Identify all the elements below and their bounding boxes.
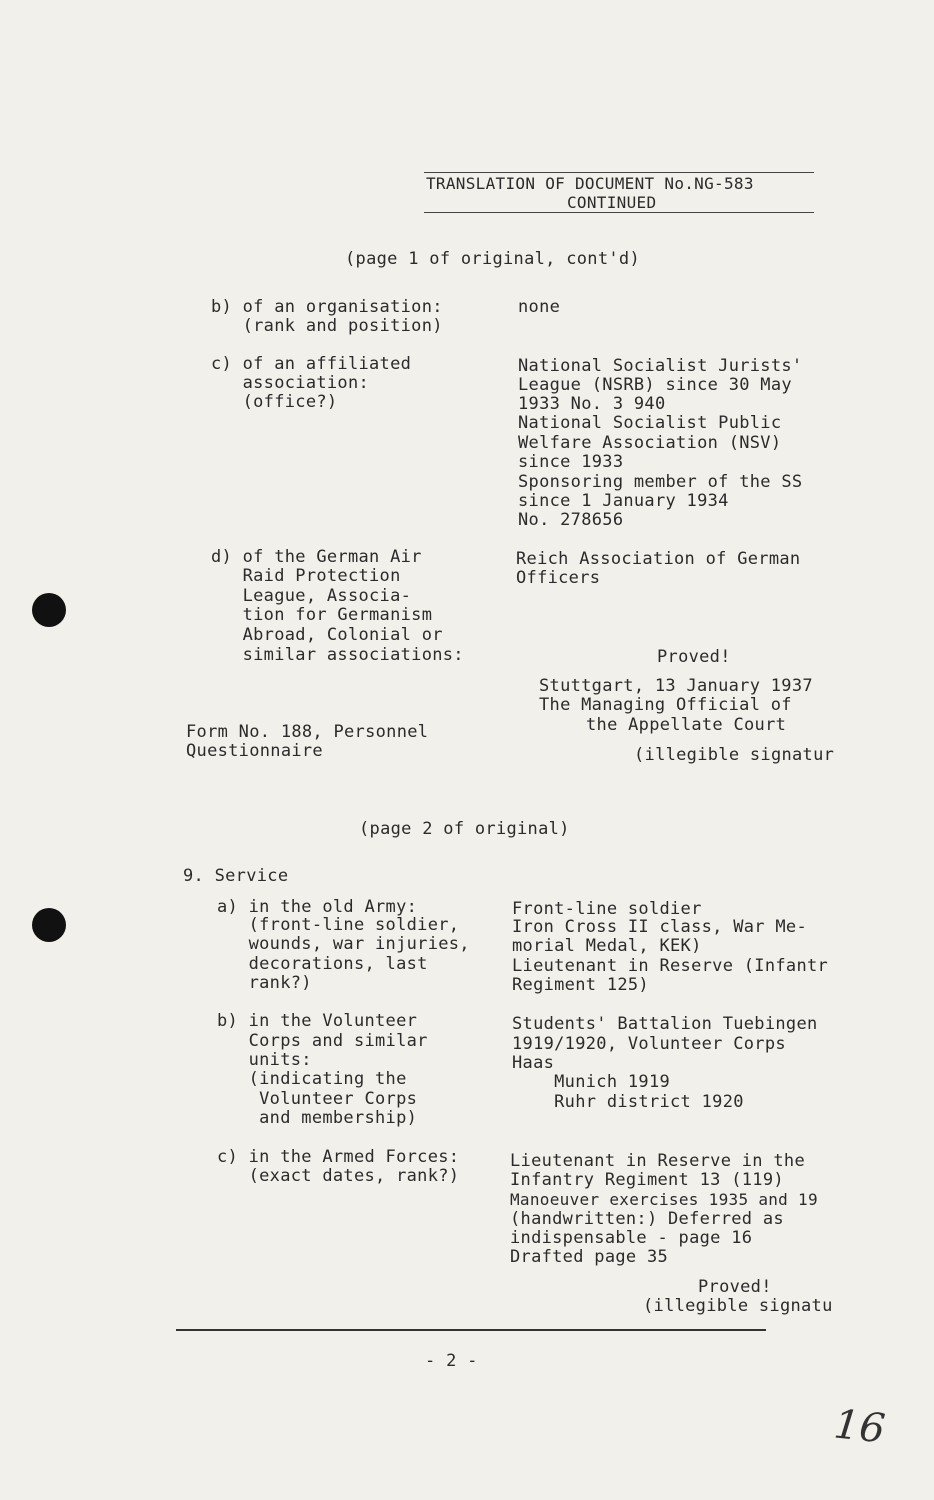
p2-c-answer-line: Drafted page 35 bbox=[510, 1247, 669, 1267]
p1-official-line: the Appellate Court bbox=[586, 715, 787, 735]
p2-a-label-line: decorations, last bbox=[217, 954, 428, 974]
p2-proved: Proved! bbox=[698, 1277, 772, 1297]
document-subtitle: CONTINUED bbox=[567, 193, 657, 212]
p1-d-label-line: Abroad, Colonial or bbox=[211, 625, 443, 645]
page-number: - 2 - bbox=[425, 1351, 478, 1371]
p2-b-answer-line: Students' Battalion Tuebingen bbox=[512, 1014, 818, 1034]
p2-c-answer-line: Manoeuver exercises 1935 and 19 bbox=[510, 1190, 818, 1209]
p1-d-label-line: d) of the German Air bbox=[211, 547, 422, 567]
handwritten-page-number: 16 bbox=[831, 1401, 888, 1453]
footer-rule bbox=[176, 1329, 766, 1331]
p1-c-answer-line: League (NSRB) since 30 May bbox=[518, 375, 792, 395]
punch-hole bbox=[32, 593, 66, 627]
section-heading: 9. Service bbox=[183, 866, 289, 886]
page2-caption: (page 2 of original) bbox=[359, 819, 570, 839]
punch-hole bbox=[32, 908, 66, 942]
p1-d-answer-line: Officers bbox=[516, 568, 601, 588]
p2-b-answer-line: Ruhr district 1920 bbox=[512, 1092, 744, 1112]
form-note-line: Questionnaire bbox=[186, 741, 323, 761]
p1-c-answer-line: Sponsoring member of the SS bbox=[518, 472, 803, 492]
p1-d-label-line: League, Associa- bbox=[211, 586, 412, 606]
p1-b-label-line: b) of an organisation: bbox=[211, 297, 443, 317]
p1-c-answer-line: No. 278656 bbox=[518, 510, 624, 530]
p2-c-answer-line: Lieutenant in Reserve in the bbox=[510, 1151, 805, 1171]
p1-c-label-line: association: bbox=[211, 373, 370, 393]
p2-b-label-line: Volunteer Corps bbox=[217, 1089, 418, 1109]
p1-proved: Proved! bbox=[657, 647, 731, 667]
page1-caption: (page 1 of original, cont'd) bbox=[345, 249, 640, 269]
p2-a-label-line: wounds, war injuries, bbox=[217, 934, 470, 954]
p1-c-answer-line: since 1933 bbox=[518, 452, 624, 472]
document-title: TRANSLATION OF DOCUMENT No.NG-583 bbox=[426, 174, 754, 193]
p2-b-label-line: b) in the Volunteer bbox=[217, 1011, 418, 1031]
p1-d-label-line: Raid Protection bbox=[211, 566, 401, 586]
p2-b-label-line: (indicating the bbox=[217, 1069, 407, 1089]
p1-c-answer-line: since 1 January 1934 bbox=[518, 491, 729, 511]
p2-a-label-line: (front-line soldier, bbox=[217, 915, 460, 935]
p1-b-label-line: (rank and position) bbox=[211, 316, 443, 336]
p2-a-label-line: a) in the old Army: bbox=[217, 897, 418, 917]
p2-c-answer-line: (handwritten:) Deferred as bbox=[510, 1209, 784, 1229]
p2-a-answer-line: Regiment 125) bbox=[512, 975, 649, 995]
p2-b-answer-line: Haas bbox=[512, 1053, 555, 1073]
p1-b-answer: none bbox=[518, 297, 561, 317]
p2-b-label-line: and membership) bbox=[217, 1108, 418, 1128]
p1-official-line: The Managing Official of bbox=[539, 695, 792, 715]
p2-a-label-line: rank?) bbox=[217, 973, 312, 993]
header-top-rule bbox=[424, 172, 814, 173]
p2-b-label-line: Corps and similar bbox=[217, 1031, 428, 1051]
p1-d-label-line: similar associations: bbox=[211, 645, 464, 665]
p2-c-answer-line: indispensable - page 16 bbox=[510, 1228, 753, 1248]
p2-a-answer-line: morial Medal, KEK) bbox=[512, 936, 702, 956]
form-note-line: Form No. 188, Personnel bbox=[186, 722, 429, 742]
p1-c-answer-line: 1933 No. 3 940 bbox=[518, 394, 666, 414]
p1-place-date: Stuttgart, 13 January 1937 bbox=[539, 676, 813, 696]
p1-c-label-line: (office?) bbox=[211, 392, 338, 412]
p1-d-answer-line: Reich Association of German bbox=[516, 549, 801, 569]
p2-c-answer-line: Infantry Regiment 13 (119) bbox=[510, 1170, 784, 1190]
p2-a-answer-line: Lieutenant in Reserve (Infantr bbox=[512, 956, 829, 976]
p1-c-answer-line: National Socialist Public bbox=[518, 413, 782, 433]
p2-signature: (illegible signatu bbox=[643, 1296, 833, 1316]
p2-a-answer-line: Iron Cross II class, War Me- bbox=[512, 917, 807, 937]
p2-b-answer-line: Munich 1919 bbox=[512, 1072, 671, 1092]
header-bottom-rule bbox=[424, 212, 814, 213]
p2-b-label-line: units: bbox=[217, 1050, 312, 1070]
p2-c-label-line: (exact dates, rank?) bbox=[217, 1166, 460, 1186]
p1-c-label-line: c) of an affiliated bbox=[211, 354, 412, 374]
p2-c-label-line: c) in the Armed Forces: bbox=[217, 1147, 460, 1167]
p1-c-answer-line: Welfare Association (NSV) bbox=[518, 433, 782, 453]
p2-a-answer-line: Front-line soldier bbox=[512, 899, 702, 919]
p2-b-answer-line: 1919/1920, Volunteer Corps bbox=[512, 1034, 786, 1054]
p1-signature: (illegible signatur bbox=[634, 745, 835, 765]
p1-c-answer-line: National Socialist Jurists' bbox=[518, 356, 803, 376]
p1-d-label-line: tion for Germanism bbox=[211, 605, 433, 625]
